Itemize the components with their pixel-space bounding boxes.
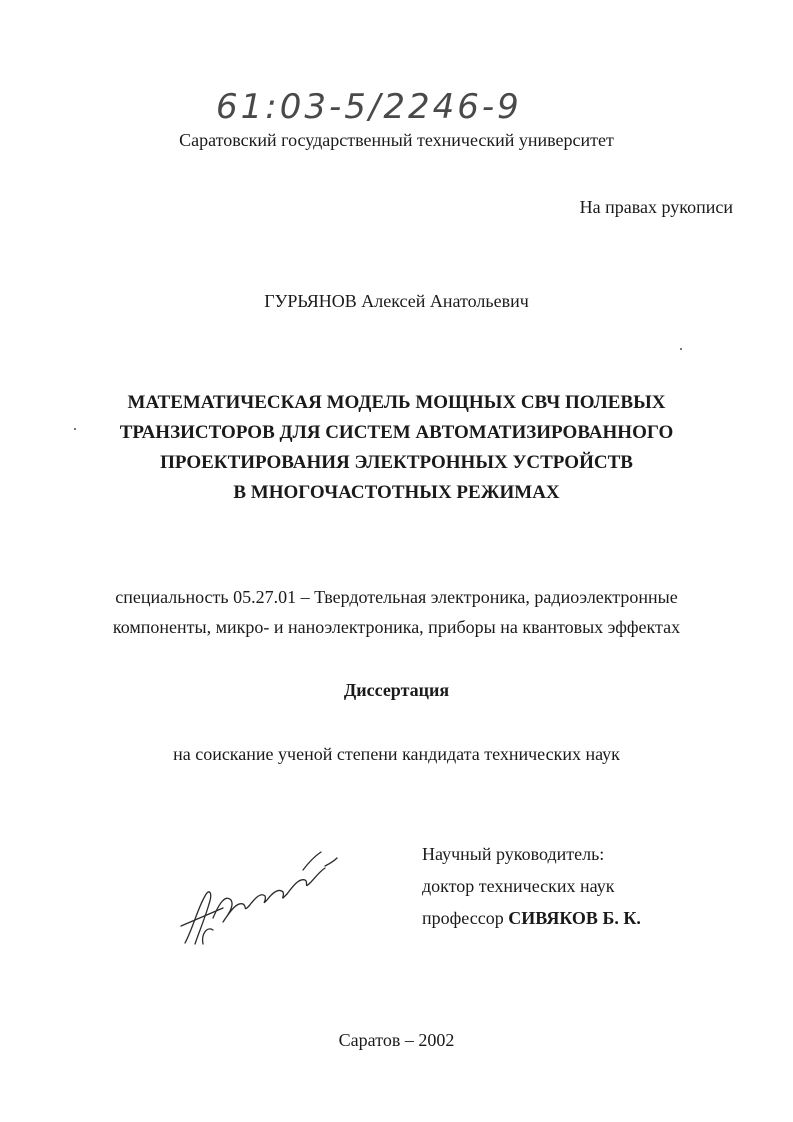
university-name: Саратовский государственный технический университет	[179, 130, 614, 150]
specialty-line: специальность 05.27.01 – Твердотельная электроника, радиоэлектронные	[115, 587, 678, 607]
supervisor-label: Научный руководитель:	[422, 844, 605, 864]
title-line: ТРАНЗИСТОРОВ ДЛЯ СИСТЕМ АВТОМАТИЗИРОВАННОГО	[119, 422, 674, 443]
dissertation-title	[60, 388, 733, 508]
rights-note: На правах рукописи	[579, 197, 733, 217]
city-year: Саратов – 2002	[338, 1030, 455, 1050]
supervisor-block	[422, 838, 641, 934]
scan-speck	[680, 348, 682, 350]
title-line: ПРОЕКТИРОВАНИЯ ЭЛЕКТРОННЫХ УСТРОЙСТВ	[160, 452, 633, 473]
title-line: В МНОГОЧАСТОТНЫХ РЕЖИМАХ	[233, 482, 560, 503]
author-name: ГУРЬЯНОВ Алексей Анатольевич	[264, 291, 529, 311]
title-line: МАТЕМАТИЧЕСКАЯ МОДЕЛЬ МОЩНЫХ СВЧ ПОЛЕВЫХ	[127, 392, 666, 413]
supervisor-name-line	[422, 902, 641, 934]
supervisor-title: профессор	[422, 908, 504, 928]
scan-speck	[74, 428, 76, 430]
handwritten-signature	[175, 848, 350, 953]
specialty-line: компоненты, микро- и наноэлектроника, приборы на квантовых эффектах	[112, 617, 681, 637]
archive-number-text: 61:03-5/2246-9	[216, 87, 522, 127]
degree-line: на соискание ученой степени кандидата технических наук	[173, 744, 620, 764]
specialty	[60, 582, 733, 642]
supervisor-name: СИВЯКОВ Б. К.	[508, 908, 641, 928]
supervisor-degree: доктор технических наук	[422, 876, 615, 896]
document-type: Диссертация	[343, 680, 450, 700]
